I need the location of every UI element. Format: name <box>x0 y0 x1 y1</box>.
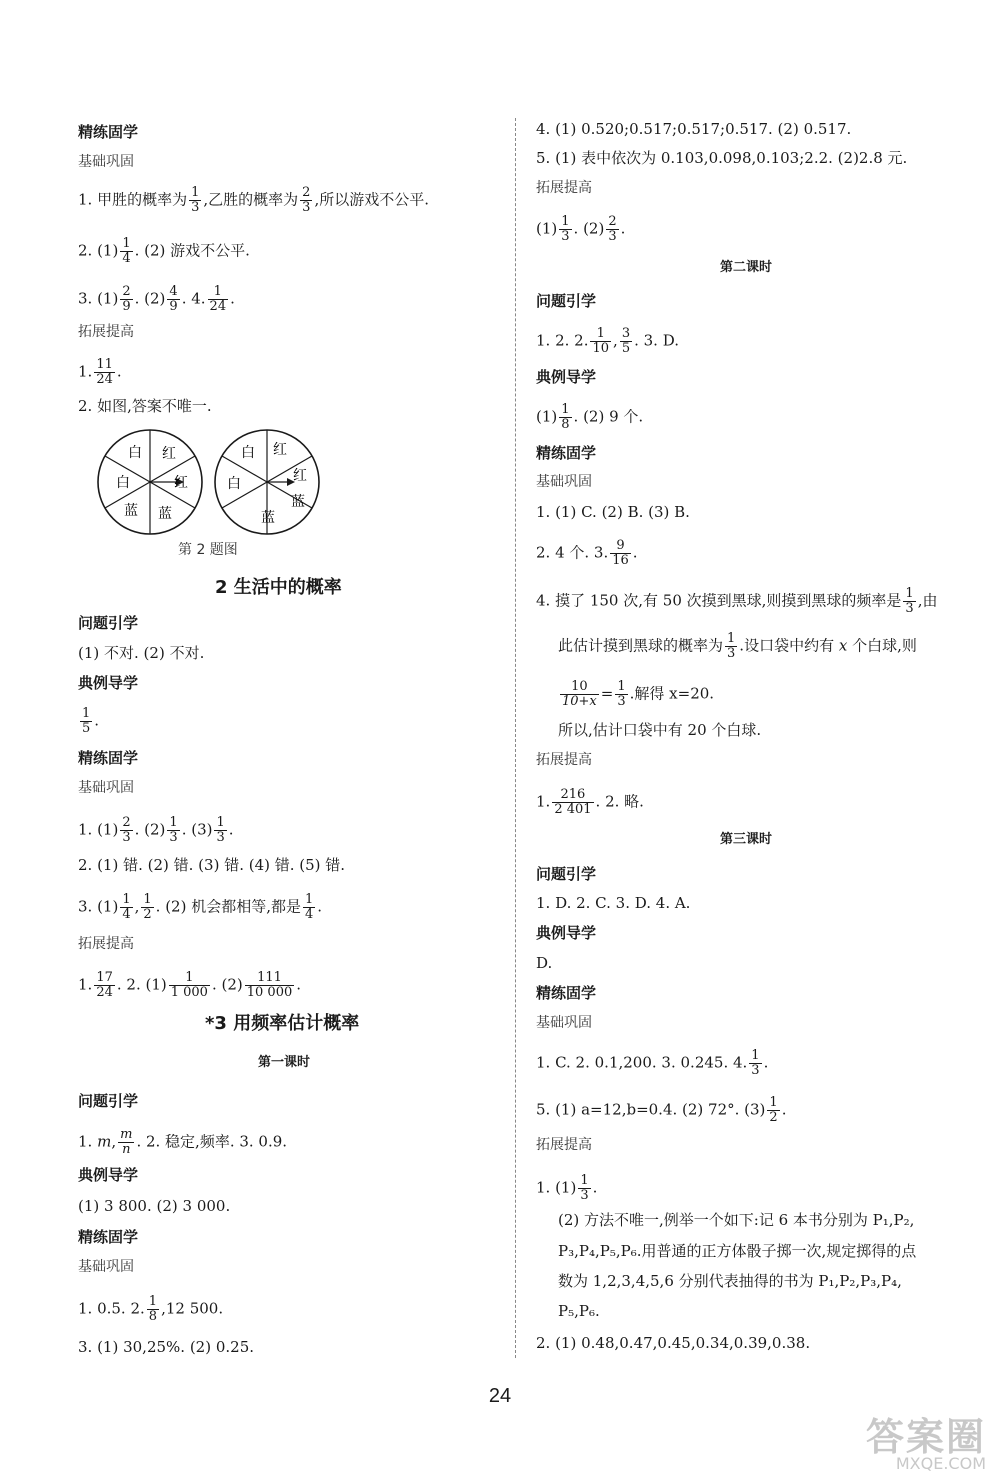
fraction: $\frac{1}{3}$ <box>580 1173 589 1203</box>
answer-line: (2) 方法不唯一,例举一个如下:记 6 本书分别为 P₁,P₂, <box>558 1211 915 1229</box>
heading-jinglian: 精练固学 <box>536 984 597 1002</box>
wheel2-label: 蓝 <box>291 494 305 510</box>
column-divider <box>515 118 516 1358</box>
fraction: $\frac{1}{3}$ <box>169 815 178 845</box>
wheel1-label: 蓝 <box>124 503 138 519</box>
fraction: $\frac{3}{5}$ <box>621 326 631 356</box>
lesson-title: 第二课时 <box>720 260 773 275</box>
fraction: $\frac{9}{16}$ <box>612 538 629 568</box>
fraction: $\frac{2}{3}$ <box>608 214 617 244</box>
fraction: $\frac{216}{2 401}$ <box>554 787 592 817</box>
fraction: $\frac{2}{3}$ <box>122 815 131 845</box>
fraction: $\frac{1}{3}$ <box>905 586 914 616</box>
wheel2-label: 红 <box>273 442 287 458</box>
answer-line: 此估计摸到黑球的概率为 $\frac{1}{3}$ .设口袋中约有 x 个白球,则 <box>558 631 917 661</box>
fraction: $\frac{1}{10}$ <box>592 326 610 356</box>
fraction: $\frac{1}{4}$ <box>122 236 131 266</box>
wheel2-label: 白 <box>227 476 241 492</box>
section-title-3: *3 用频率估计概率 <box>205 1013 360 1034</box>
answer-line: 2. 4 个. 3. $\frac{9}{16}$ . <box>536 538 638 568</box>
fraction: $\frac{17}{24}$ <box>96 970 113 1000</box>
heading-jinglian: 精练固学 <box>78 123 139 141</box>
answer-line: (1) 3 800. (2) 3 000. <box>78 1197 231 1215</box>
lesson-title: 第三课时 <box>720 832 773 847</box>
spinner-figure <box>95 425 325 540</box>
answer-line: 1. $\frac{11}{24}$ . <box>78 357 122 387</box>
fraction: $\frac{10}{10+x}$ <box>562 679 597 709</box>
heading-wenti: 问题引学 <box>536 865 597 883</box>
spinner-left <box>98 430 202 534</box>
subheading-jichu: 基础巩固 <box>78 780 134 796</box>
answer-line: $\frac{1}{5}$ . <box>82 706 100 736</box>
fraction: $\frac{1}{8}$ <box>561 402 570 432</box>
fraction: $\frac{1}{5}$ <box>82 706 91 736</box>
answer-line: 1. 0.5. 2. $\frac{1}{8}$ ,12 500. <box>78 1294 224 1324</box>
fraction: $\frac{1}{2}$ <box>143 892 152 922</box>
fraction: $\frac{11}{24}$ <box>96 357 113 387</box>
answer-line: 1. (1) $\frac{2}{3}$ . (2) $\frac{1}{3}$ . (3) $\frac{1}{3}$ . <box>78 815 234 845</box>
subheading-jichu: 基础巩固 <box>78 1259 134 1275</box>
fraction: $\frac{1}{8}$ <box>148 1294 158 1324</box>
answer-line: 数为 1,2,3,4,5,6 分别代表抽得的书为 P₁,P₂,P₃,P₄, <box>558 1272 902 1290</box>
answer-line: 1. D. 2. C. 3. D. 4. A. <box>536 894 691 912</box>
fraction: $\frac{1}{4}$ <box>122 892 131 922</box>
answer-line: 3. (1) $\frac{2}{9}$ . (2) $\frac{4}{9}$ . 4. $\frac{1}{24}$ . <box>78 284 235 314</box>
subheading-tuozhan: 拓展提高 <box>78 936 134 952</box>
fraction: $\frac{1}{4}$ <box>305 892 314 922</box>
subheading-tuozhan: 拓展提高 <box>78 324 134 340</box>
answer-line: $\frac{10}{10+x}$ = $\frac{1}{3}$ .解得 x=20. <box>562 679 715 709</box>
subheading-jichu: 基础巩固 <box>536 1015 592 1031</box>
answer-line: 1. m, $\frac{m}{n}$ . 2. 稳定,频率. 3. 0.9. <box>78 1127 288 1157</box>
wheel2-label: 白 <box>241 445 255 461</box>
answer-line: 1. 甲胜的概率为 $\frac{1}{3}$ ,乙胜的概率为 $\frac{2}{3}$ ,所以游戏不公平. <box>78 185 429 215</box>
fraction: $\frac{1}{3}$ <box>727 631 736 661</box>
answer-line: (1) $\frac{1}{3}$ . (2) $\frac{2}{3}$ . <box>536 214 626 244</box>
fraction: $\frac{1}{3}$ <box>561 214 570 244</box>
fraction: $\frac{4}{9}$ <box>169 284 178 314</box>
heading-wenti: 问题引学 <box>78 1092 139 1110</box>
watermark-text: 答案圈 <box>865 1415 986 1459</box>
answer-line: 3. (1) 30,25%. (2) 0.25. <box>78 1338 255 1356</box>
heading-jinglian: 精练固学 <box>78 1228 139 1246</box>
answer-line: 4. (1) 0.520;0.517;0.517;0.517. (2) 0.517. <box>536 120 852 138</box>
fraction: $\frac{2}{3}$ <box>302 185 311 215</box>
fraction: $\frac{1}{1 000}$ <box>170 970 208 1000</box>
heading-wenti: 问题引学 <box>78 614 139 632</box>
fraction: $\frac{1}{3}$ <box>216 815 225 845</box>
heading-dianli: 典例导学 <box>536 368 597 386</box>
heading-wenti: 问题引学 <box>536 292 597 310</box>
fraction: $\frac{m}{n}$ <box>120 1127 133 1157</box>
wheel1-label: 蓝 <box>158 506 172 522</box>
subheading-tuozhan: 拓展提高 <box>536 1137 592 1153</box>
answer-line: 1. 2. 2. $\frac{1}{10}$ , $\frac{3}{5}$ . 3. D. <box>536 326 679 356</box>
answer-line: (1) 不对. (2) 不对. <box>78 644 205 662</box>
answer-line: 2. (1) 错. (2) 错. (3) 错. (4) 错. (5) 错. <box>78 856 346 874</box>
answer-line: 所以,估计口袋中有 20 个白球. <box>558 721 762 739</box>
answer-line: 1. $\frac{17}{24}$ . 2. (1) $\frac{1}{1 000}$ . (2) $\frac{111}{10 000}$ . <box>78 970 302 1000</box>
answer-line: 5. (1) a=12,b=0.4. (2) 72°. (3) $\frac{1}{2}$ . <box>536 1095 787 1125</box>
answer-line: 2. (1) $\frac{1}{4}$ . (2) 游戏不公平. <box>78 236 250 266</box>
heading-jinglian: 精练固学 <box>78 749 139 767</box>
answer-line: 4. 摸了 150 次,有 50 次摸到黑球,则摸到黑球的频率是 $\frac{1}{3}$ ,由 <box>536 586 938 616</box>
subheading-tuozhan: 拓展提高 <box>536 180 592 196</box>
fraction: $\frac{111}{10 000}$ <box>246 970 293 1000</box>
answer-line: 2. 如图,答案不唯一. <box>78 397 212 415</box>
wheel2-label: 蓝 <box>261 510 275 526</box>
answer-line: 2. (1) 0.48,0.47,0.45,0.34,0.39,0.38. <box>536 1334 811 1352</box>
fraction: $\frac{1}{3}$ <box>617 679 626 709</box>
wheel2-label: 红 <box>293 468 307 484</box>
subheading-jichu: 基础巩固 <box>536 474 592 490</box>
heading-dianli: 典例导学 <box>78 674 139 692</box>
fraction: $\frac{1}{3}$ <box>751 1048 760 1078</box>
page-number: 24 <box>488 1385 512 1407</box>
answer-line: 1. (1) $\frac{1}{3}$ . <box>536 1173 598 1203</box>
wheel1-label: 红 <box>174 475 188 491</box>
subheading-jichu: 基础巩固 <box>78 154 134 170</box>
answer-line: P₅,P₆. <box>558 1302 600 1320</box>
answer-line: 1. C. 2. 0.1,200. 3. 0.245. 4. $\frac{1}{3}$ . <box>536 1048 769 1078</box>
fraction: $\frac{2}{9}$ <box>122 284 131 314</box>
heading-jinglian: 精练固学 <box>536 444 597 462</box>
wheel1-label: 白 <box>128 445 142 461</box>
spinner-right <box>215 430 319 534</box>
heading-dianli: 典例导学 <box>78 1166 139 1184</box>
figure-caption: 第 2 题图 <box>178 542 238 558</box>
wheel1-label: 红 <box>162 446 176 462</box>
watermark-url: MXQE.COM <box>895 1454 986 1473</box>
fraction: $\frac{1}{3}$ <box>191 185 200 215</box>
fraction: $\frac{1}{2}$ <box>769 1095 778 1125</box>
wheel1-label: 白 <box>116 475 130 491</box>
watermark-logo <box>865 1415 986 1473</box>
answer-line: D. <box>536 954 553 972</box>
answer-line: 1. $\frac{216}{2 401}$ . 2. 略. <box>536 787 644 817</box>
answer-line: (1) $\frac{1}{8}$ . (2) 9 个. <box>536 402 644 432</box>
answer-line: 3. (1) $\frac{1}{4}$ , $\frac{1}{2}$ . (2) 机会都相等,都是 $\frac{1}{4}$ . <box>78 892 323 922</box>
lesson-title: 第一课时 <box>258 1055 311 1070</box>
heading-dianli: 典例导学 <box>536 924 597 942</box>
subheading-tuozhan: 拓展提高 <box>536 752 592 768</box>
fraction: $\frac{1}{24}$ <box>209 284 227 314</box>
section-title-2: 2 生活中的概率 <box>215 577 342 598</box>
answer-line: P₃,P₄,P₅,P₆.用普通的正方体骰子掷一次,规定掷得的点 <box>558 1242 917 1260</box>
answer-line: 1. (1) C. (2) B. (3) B. <box>536 503 690 521</box>
answer-line: 5. (1) 表中依次为 0.103,0.098,0.103;2.2. (2)2.8 元. <box>536 149 908 167</box>
